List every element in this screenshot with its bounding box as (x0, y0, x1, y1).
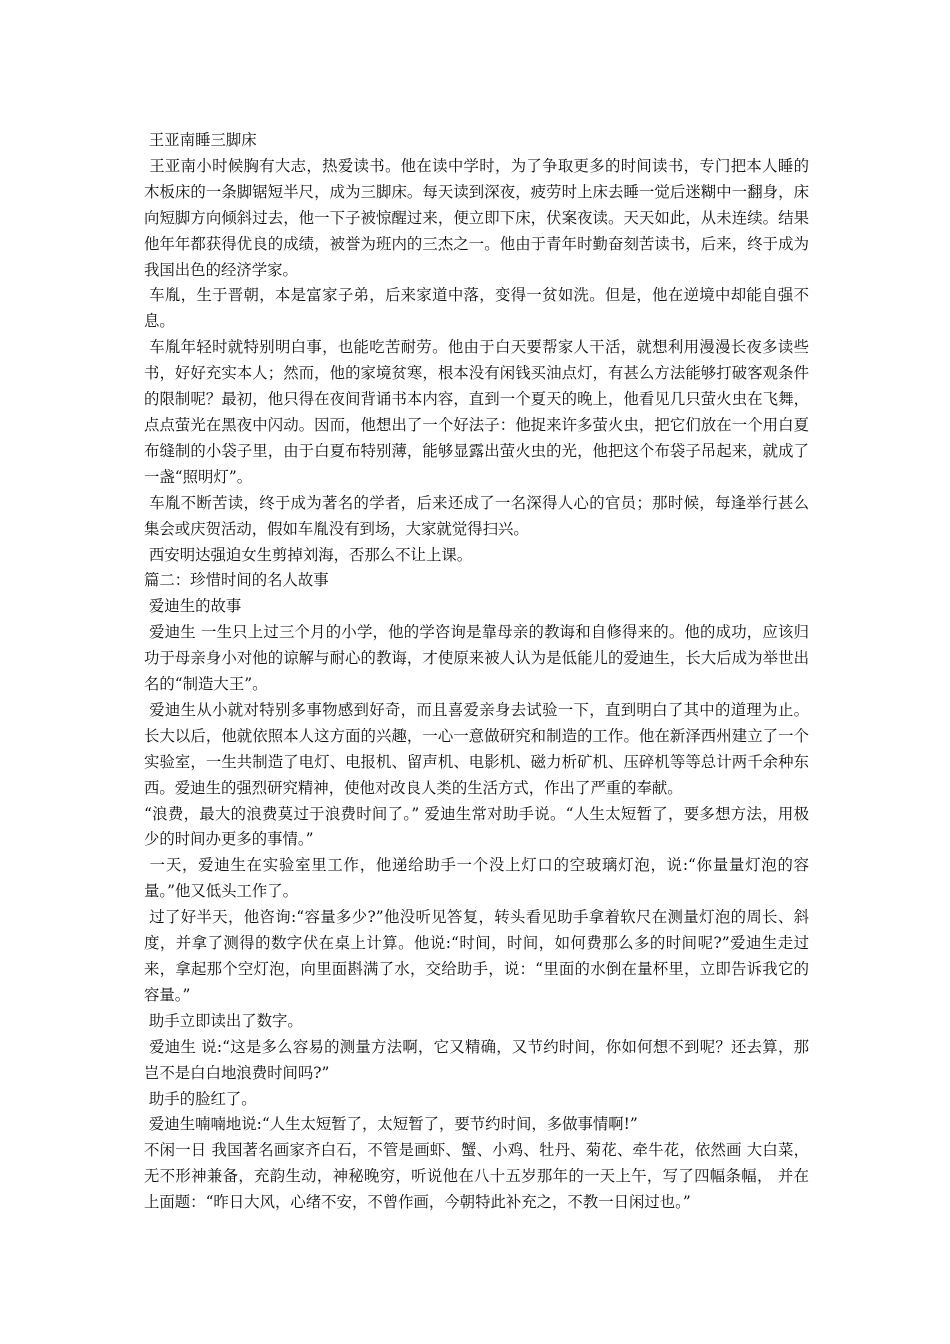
paragraph-edison-lightbulb: 一天，爱迪生在实验室里工作，他递给助手一个没上灯口的空玻璃灯泡，说:“你量量灯泡的容量。”他又低头工作了。 (144, 856, 809, 901)
paragraph-wang-yanan-story: 王亚南小时候胸有大志，热爱读书。他在读中学时，为了争取更多的时间读书，专门把本人睡的木板床的一条脚锯短半尺，成为三脚床。每天读到深夜，疲劳时上床去睡一觉后迷糊中一翻身，床向短脚方向倾斜过去，他一下子被惊醒过来，便立即下床，伏案夜读。天天如此，从未连续。结果他年年都获得优良的成绩，被誉为班内的三杰之一。他由于青年时勤奋刻苦读书，后来，终于成为我国出色的经济学家。 (144, 156, 809, 279)
paragraph-assistant-reads: 助手立即读出了数字。 (144, 1011, 303, 1030)
paragraph-edison-measure: 过了好半天，他咨询:“容量多少?”他没听见答复，转头看见助手拿着软尺在测量灯泡的周长、斜度，并拿了测得的数字伏在桌上计算。他说:“时间，时间，如何费那么多的时间呢?”爱迪生走过来，拿起那个空灯泡，向里面斟满了水，交给助手，说：“里面的水倒在量杯里，立即告诉我它的容量。” (144, 908, 809, 1004)
paragraph-che-yin-intro: 车胤，生于晋朝，本是富家子弟，后来家道中落，变得一贫如洗。但是，他在逆境中却能自强不息。 (144, 286, 809, 331)
paragraph-edison-murmurs: 爱迪生喃喃地说:“人生太短暂了，太短暂了，要节约时间，多做事情啊!” (144, 1115, 638, 1134)
section-title-edison: 爱迪生的故事 (144, 597, 242, 616)
section-title-wang-yanan: 王亚南睡三脚床 (144, 131, 257, 149)
paragraph-xian-note: 西安明达强迫女生剪掉刘海，否那么不让上课。 (144, 545, 473, 564)
paragraph-assistant-blushes: 助手的脸红了。 (144, 1089, 257, 1108)
paragraph-edison-quote-waste: “浪费，最大的浪费莫过于浪费时间了。” 爱迪生常对助手说。“人生太短暂了，要多想方法，用极少的时间办更多的事情。” (144, 804, 809, 849)
paragraph-edison-inventions: 爱迪生从小就对特别多事物感到好奇，而且喜爱亲身去试验一下，直到明白了其中的道理为止。长大以后，他就依照本人这方面的兴趣，一心一意做研究和制造的工作。他在新泽西州建立了一个实验室，一生共制造了电灯、电报机、留声机、电影机、磁力析矿机、压碎机等等总计两千余种东西。爱迪生的强烈研究精神，使他对改良人类的生活方式，作出了严重的奉献。 (144, 700, 809, 797)
document-body (144, 128, 814, 1216)
paragraph-edison-easy-method: 爱迪生 说:“这是多么容易的测量方法啊，它又精确，又节约时间，你如何想不到呢？还去算，那岂不是白白地浪费时间吗?” (144, 1037, 809, 1082)
paragraph-qi-baishi: 不闲一日 我国著名画家齐白石，不管是画虾、蟹、小鸡、牡丹、菊花、牵牛花，依然画 大白菜， 无不形神兼备，充韵生动，神秘晚穷，听说他在八十五岁那年的一天上午，写了四幅条幅， 并在上面题：“昨日大风，心绪不安，不曾作画，今朝特此补充之，不教一日闲过也。” (144, 1141, 814, 1212)
paragraph-che-yin-outcome: 车胤不断苦读，终于成为著名的学者，后来还成了一名深得人心的官员；那时候，每逢举行甚么集会或庆贺活动，假如车胤没有到场，大家就觉得扫兴。 (144, 493, 809, 538)
paragraph-edison-education: 爱迪生 一生只上过三个月的小学，他的学咨询是靠母亲的教诲和自修得来的。他的成功，应该归功于母亲身小对他的谅解与耐心的教诲，才使原来被人认为是低能儿的爱迪生，长大后成为举世出名的“制造大王”。 (144, 623, 809, 694)
paragraph-che-yin-fireflies: 车胤年轻时就特别明白事，也能吃苦耐劳。他由于白天要帮家人干活，就想利用漫漫长夜多读些书，好好充实本人；然而，他的家境贫寒，根本没有闲钱买油点灯，有甚么方法能够打破客观条件的限制呢？最初，他只得在夜间背诵书本内容，直到一个夏天的晚上，他看见几只萤火虫在飞舞，点点萤光在黑夜中闪动。因而，他想出了一个好法子：他捉来许多萤火虫，把它们放在一个用白夏布缝制的小袋子里，由于白夏布特别薄，能够显露出萤火虫的光，他把这个布袋子吊起来，就成了一盏“照明灯”。 (144, 338, 809, 486)
chapter-heading-part-two: 篇二：珍惜时间的名人故事 (144, 571, 329, 590)
